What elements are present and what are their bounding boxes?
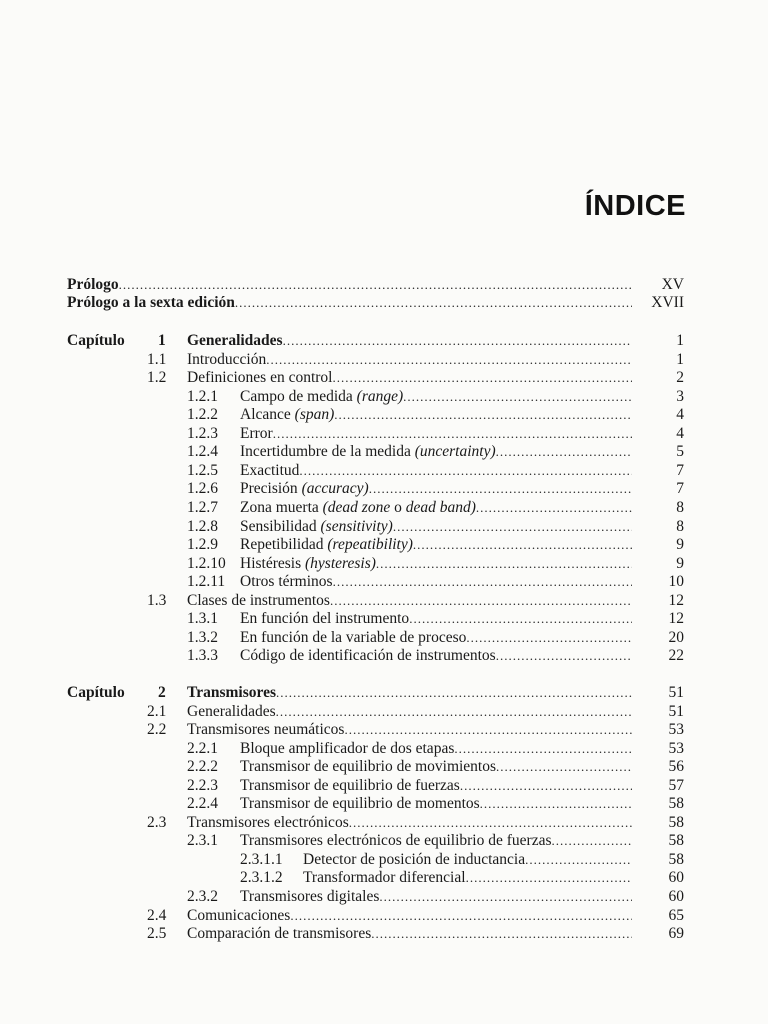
entry-title-italic: (sensitivity) (320, 518, 393, 535)
entry-leader (240, 888, 632, 906)
entry-title (240, 388, 403, 406)
toc-section-entry[interactable] (0, 629, 768, 647)
page-number: 51 (668, 703, 684, 720)
entry-title (303, 869, 466, 887)
entry-title (187, 721, 344, 739)
toc-section-entry[interactable] (0, 851, 768, 869)
entry-title-italic: (range) (356, 388, 404, 405)
chapter-label: Capítulo (67, 684, 125, 701)
entry-leader (240, 555, 632, 573)
page-number: 9 (676, 555, 684, 572)
entry-leader (240, 629, 632, 647)
entry-title-text: En función de la variable de proceso (240, 629, 467, 646)
page-number: 60 (668, 869, 684, 886)
dot-leader (552, 832, 633, 850)
entry-title-italic: (span) (294, 406, 335, 423)
entry-leader (240, 795, 632, 813)
entry-leader (187, 907, 632, 925)
dot-leader (466, 629, 632, 647)
entry-leader (240, 499, 632, 517)
entry-leader (240, 425, 632, 443)
dot-leader (371, 925, 632, 943)
dot-leader (496, 758, 632, 776)
page-number: XV (661, 276, 684, 293)
entry-leader (240, 388, 632, 406)
entry-title-italic: (repeatibility) (327, 536, 413, 553)
entry-leader (187, 369, 632, 387)
entry-title-text: o (390, 499, 406, 516)
toc-section-entry[interactable] (0, 388, 768, 406)
entry-title-text: Histéresis (240, 555, 306, 572)
entry-title (303, 851, 525, 869)
entry-title-text: Prólogo a la sexta edición (67, 294, 235, 311)
entry-title-text: Transmisores digitales (240, 888, 380, 905)
entry-title (240, 499, 476, 517)
page-number: 12 (668, 610, 684, 627)
dot-leader (460, 777, 632, 795)
entry-leader (187, 721, 632, 739)
entry-title (187, 925, 371, 943)
section-number: 2.3.1 (187, 832, 218, 849)
entry-leader (240, 758, 632, 776)
page-number: 20 (668, 629, 684, 646)
page-number: 4 (676, 425, 684, 442)
entry-title-text: Sensibilidad (240, 518, 321, 535)
dot-leader (344, 721, 632, 739)
entry-leader (240, 832, 632, 850)
toc-chapter-entry[interactable] (0, 332, 768, 350)
dot-leader (496, 443, 632, 461)
section-number: 1.2.3 (187, 425, 218, 442)
entry-title-text: Transmisores neumáticos (187, 721, 345, 738)
entry-title (67, 294, 235, 312)
entry-leader (67, 294, 632, 312)
toc-section-entry[interactable] (0, 907, 768, 925)
entry-title (240, 758, 496, 776)
entry-leader (240, 740, 632, 758)
section-number: 1.1 (147, 351, 167, 368)
entry-title-text: Exactitud (240, 462, 300, 479)
toc-section-entry[interactable] (0, 703, 768, 721)
entry-title-text: Generalidades (187, 703, 276, 720)
entry-title (187, 332, 283, 350)
section-number: 1.2.2 (187, 406, 218, 423)
entry-title-text: Detector de posición de inductancia (303, 851, 526, 868)
entry-title (187, 592, 330, 610)
toc-front-entry[interactable] (0, 294, 768, 312)
entry-leader (240, 647, 632, 665)
dot-leader (276, 684, 632, 702)
toc-section-entry[interactable] (0, 610, 768, 628)
dot-leader (330, 592, 632, 610)
toc-section-entry[interactable] (0, 832, 768, 850)
entry-title (240, 832, 552, 850)
entry-leader (240, 610, 632, 628)
entry-title-text: Comparación de transmisores (187, 925, 372, 942)
section-number: 1.2.8 (187, 518, 218, 535)
section-number: 2.5 (147, 925, 167, 942)
section-number: 2.3.1.1 (240, 851, 283, 868)
entry-title-text: Otros términos (240, 573, 333, 590)
section-number: 2.4 (147, 907, 167, 924)
entry-title-text: Transformador diferencial (303, 869, 466, 886)
page-number: 12 (668, 592, 684, 609)
toc-section-entry[interactable] (0, 480, 768, 498)
dot-leader (409, 610, 632, 628)
section-number: 1.2.11 (187, 573, 226, 590)
page-number: 4 (676, 406, 684, 423)
toc-section-entry[interactable] (0, 814, 768, 832)
entry-leader (303, 851, 632, 869)
dot-leader (496, 647, 632, 665)
dot-leader (480, 795, 632, 813)
entry-title-text: Bloque amplificador de dos etapas (240, 740, 455, 757)
page-number: XVII (651, 294, 684, 311)
entry-title (240, 443, 496, 461)
page-number: 57 (668, 777, 684, 794)
page-number: 58 (668, 851, 684, 868)
page-number: 58 (668, 795, 684, 812)
entry-title-italic: (hysteresis) (305, 555, 376, 572)
entry-leader (187, 592, 632, 610)
section-number: 2.3.2 (187, 888, 218, 905)
toc-section-entry[interactable] (0, 555, 768, 573)
toc-section-entry[interactable] (0, 721, 768, 739)
dot-leader (525, 851, 632, 869)
toc-section-entry[interactable] (0, 592, 768, 610)
entry-leader (187, 703, 632, 721)
entry-title (240, 777, 460, 795)
section-number: 1.3.3 (187, 647, 218, 664)
section-number: 2.2.3 (187, 777, 218, 794)
toc-chapter-entry[interactable] (0, 684, 768, 702)
toc-section-entry[interactable] (0, 573, 768, 591)
dot-leader (299, 462, 632, 480)
toc-section-entry[interactable] (0, 462, 768, 480)
page-number: 1 (676, 351, 684, 368)
entry-leader (240, 573, 632, 591)
page-number: 58 (668, 832, 684, 849)
entry-title-text: Precisión (240, 480, 302, 497)
entry-title-text: Código de identificación de instrumentos (240, 647, 496, 664)
page-number: 3 (676, 388, 684, 405)
entry-title-text: Incertidumbre de la medida (240, 443, 415, 460)
page-number: 60 (668, 888, 684, 905)
toc-section-entry[interactable] (0, 777, 768, 795)
section-number: 1.2 (147, 369, 167, 386)
page-number: 8 (676, 499, 684, 516)
page-number: 58 (668, 814, 684, 831)
page-number: 1 (676, 332, 684, 349)
section-number: 2.2 (147, 721, 167, 738)
dot-leader (276, 703, 632, 721)
entry-title-text: Campo de medida (240, 388, 357, 405)
section-number: 2.2.1 (187, 740, 218, 757)
section-number: 1.2.1 (187, 388, 218, 405)
entry-title-italic: dead band) (405, 499, 476, 516)
toc-section-entry[interactable] (0, 795, 768, 813)
entry-title (240, 425, 273, 443)
entry-title (187, 907, 290, 925)
dot-leader (273, 425, 632, 443)
dot-leader (283, 332, 632, 350)
dot-leader (369, 480, 632, 498)
entry-title-text: En función del instrumento (240, 610, 410, 627)
section-number: 1.2.10 (187, 555, 226, 572)
entry-title-text: Introducción (187, 351, 267, 368)
dot-leader (235, 294, 632, 312)
toc-section-entry[interactable] (0, 351, 768, 369)
dot-leader (454, 740, 632, 758)
entry-title-italic: (uncertainty) (414, 443, 496, 460)
entry-title (187, 369, 332, 387)
entry-title-text: Transmisores electrónicos (187, 814, 349, 831)
toc-section-entry[interactable] (0, 740, 768, 758)
page-number: 65 (668, 907, 684, 924)
toc-section-entry[interactable] (0, 536, 768, 554)
toc-section-entry[interactable] (0, 869, 768, 887)
entry-title-text: Error (240, 425, 273, 442)
section-number: 1.2.4 (187, 443, 218, 460)
entry-title-text: Generalidades (187, 332, 283, 349)
dot-leader (403, 388, 632, 406)
entry-title (187, 703, 276, 721)
page-number: 8 (676, 518, 684, 535)
toc-section-entry[interactable] (0, 425, 768, 443)
entry-title (240, 610, 409, 628)
toc-section-entry[interactable] (0, 647, 768, 665)
entry-title-text: Zona muerta (240, 499, 323, 516)
entry-title (240, 518, 393, 536)
entry-leader (187, 814, 632, 832)
entry-title (187, 351, 266, 369)
entry-title-text: Transmisores (187, 684, 276, 701)
page-number: 53 (668, 740, 684, 757)
section-number: 2.2.4 (187, 795, 218, 812)
section-number: 2.3.1.2 (240, 869, 283, 886)
entry-title-text: Alcance (240, 406, 295, 423)
entry-leader (240, 462, 632, 480)
dot-leader (376, 555, 632, 573)
toc-section-entry[interactable] (0, 888, 768, 906)
dot-leader (333, 573, 632, 591)
entry-title-text: Prólogo (67, 276, 119, 293)
entry-leader (240, 518, 632, 536)
section-number: 1.2.6 (187, 480, 218, 497)
entry-title (187, 684, 276, 702)
entry-title (67, 276, 119, 294)
toc-section-entry[interactable] (0, 518, 768, 536)
dot-leader (466, 869, 632, 887)
section-number: 1.2.9 (187, 536, 218, 553)
entry-leader (240, 777, 632, 795)
entry-title (240, 629, 466, 647)
page-number: 53 (668, 721, 684, 738)
page-number: 7 (676, 462, 684, 479)
section-number: 2.1 (147, 703, 167, 720)
entry-title-text: Transmisor de equilibrio de momentos (240, 795, 480, 812)
entry-leader (187, 351, 632, 369)
entry-leader (303, 869, 632, 887)
entry-leader (240, 480, 632, 498)
entry-title (240, 740, 454, 758)
section-number: 2.2.2 (187, 758, 218, 775)
section-number: 1.3 (147, 592, 167, 609)
dot-leader (476, 499, 632, 517)
entry-title (240, 795, 480, 813)
dot-leader (413, 536, 632, 554)
entry-title-text: Repetibilidad (240, 536, 328, 553)
page-number: 56 (668, 758, 684, 775)
page-number: 9 (676, 536, 684, 553)
entry-leader (240, 406, 632, 424)
dot-leader (349, 814, 632, 832)
page-number: 10 (668, 573, 684, 590)
entry-title (240, 555, 376, 573)
section-number: 2.3 (147, 814, 167, 831)
chapter-label: Capítulo (67, 332, 125, 349)
entry-title-text: Transmisores electrónicos de equilibrio de fuerzas (240, 832, 552, 849)
entry-title-italic: (accuracy) (301, 480, 369, 497)
entry-leader (187, 925, 632, 943)
entry-title-text: Comunicaciones (187, 907, 291, 924)
toc-section-entry[interactable] (0, 443, 768, 461)
toc-section-entry[interactable] (0, 406, 768, 424)
toc-section-entry[interactable] (0, 925, 768, 943)
entry-title-text: Clases de instrumentos (187, 592, 330, 609)
entry-leader (187, 684, 632, 702)
page-number: 7 (676, 480, 684, 497)
entry-leader (187, 332, 632, 350)
page-number: 69 (668, 925, 684, 942)
dot-leader (332, 369, 632, 387)
page-title: ÍNDICE (584, 190, 686, 222)
entry-leader (67, 276, 632, 294)
section-number: 1.2.5 (187, 462, 218, 479)
page-number: 2 (676, 369, 684, 386)
toc-section-entry[interactable] (0, 499, 768, 517)
entry-leader (240, 536, 632, 554)
toc-front-entry[interactable] (0, 276, 768, 294)
toc-section-entry[interactable] (0, 369, 768, 387)
entry-title (240, 647, 496, 665)
entry-title (240, 406, 334, 424)
dot-leader (379, 888, 632, 906)
section-number: 1.3.1 (187, 610, 218, 627)
chapter-number: 2 (158, 684, 166, 701)
chapter-number: 1 (158, 332, 166, 349)
entry-leader (240, 443, 632, 461)
dot-leader (119, 276, 632, 294)
entry-title-text: Definiciones en control (187, 369, 333, 386)
page-number: 5 (676, 443, 684, 460)
entry-title-text: Transmisor de equilibrio de movimientos (240, 758, 497, 775)
entry-title (240, 536, 413, 554)
entry-title (240, 888, 379, 906)
toc-section-entry[interactable] (0, 758, 768, 776)
page-number: 51 (668, 684, 684, 701)
entry-title (240, 480, 369, 498)
section-number: 1.3.2 (187, 629, 218, 646)
entry-title (240, 462, 299, 480)
entry-title-text: Transmisor de equilibrio de fuerzas (240, 777, 460, 794)
dot-leader (290, 907, 632, 925)
page-number: 22 (668, 647, 684, 664)
entry-title (240, 573, 333, 591)
dot-leader (334, 406, 632, 424)
dot-leader (393, 518, 632, 536)
section-number: 1.2.7 (187, 499, 218, 516)
entry-title-italic: (dead zone (322, 499, 391, 516)
entry-title (187, 814, 349, 832)
dot-leader (266, 351, 632, 369)
